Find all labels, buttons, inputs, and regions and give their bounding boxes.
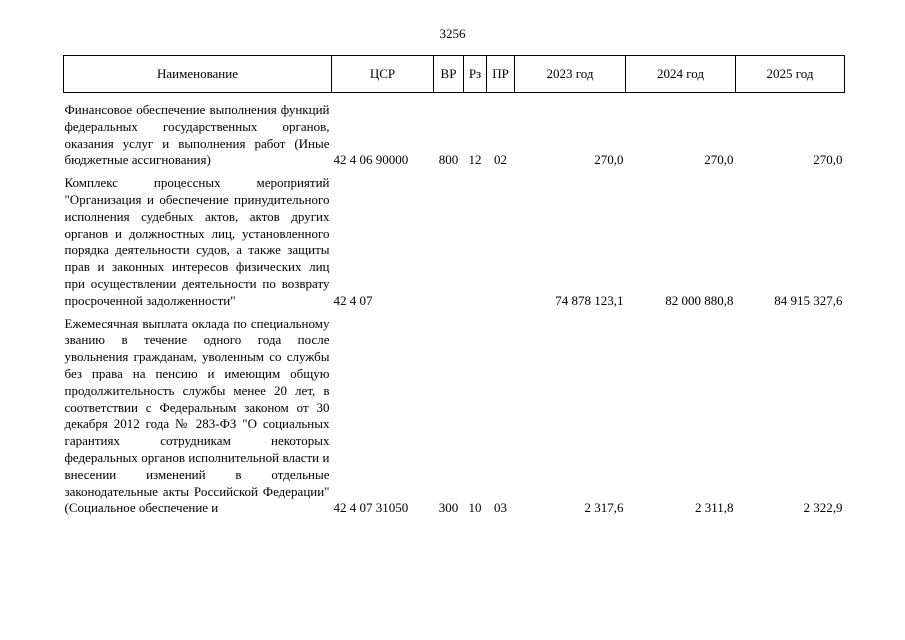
row-2025: 84 915 327,6: [774, 292, 843, 308]
row-pr: 02: [494, 152, 507, 168]
row-pr: [487, 169, 515, 309]
page-number: 3256: [439, 26, 466, 41]
table-row: [64, 93, 845, 170]
row-csr: 42 4 06 90000: [333, 152, 409, 168]
budget-table: [63, 55, 845, 517]
header-2025: 2025 год: [736, 56, 845, 93]
header-pr: ПР: [487, 56, 515, 93]
row-2023: 2 317,6: [584, 500, 624, 516]
row-name: Ежемесячная выплата оклада по специальному званию в течение одного года после увольнения гражданам, уволенным со службы без права на пенсию и имеющим общую продолжительность службы менее 20 лет, в соответствии с Федеральным законом от 30 декабря 2012 года № 283-ФЗ "О социальных гарантиях сотрудникам некоторых федеральных органов исполнительной власти и внесении изменений в отдельные законодательные акты Российской Федерации" (Социальное обеспечение и: [64, 315, 330, 516]
header-name: Наименование: [64, 56, 332, 93]
header-rz: Рз: [464, 56, 487, 93]
row-name: Финансовое обеспечение выполнения функций федеральных государственных органов, оказания услуг и выполнения работ (Иные бюджетные ассигнования): [64, 102, 330, 168]
row-2025: 270,0: [813, 152, 843, 168]
row-2024: 82 000 880,8: [665, 292, 734, 308]
header-2023: 2023 год: [515, 56, 626, 93]
row-rz: 10: [468, 500, 482, 516]
row-rz: [464, 169, 487, 309]
row-rz: 12: [468, 152, 482, 168]
row-vr: 800: [438, 152, 459, 168]
row-2023: 270,0: [594, 152, 624, 168]
row-2023: 74 878 123,1: [555, 292, 624, 308]
row-2024: 270,0: [704, 152, 734, 168]
row-pr: 03: [494, 500, 507, 516]
table-row: [64, 310, 845, 518]
table-row: [64, 169, 845, 309]
header-vr: ВР: [434, 56, 464, 93]
row-2025: 2 322,9: [803, 500, 843, 516]
header-2024: 2024 год: [626, 56, 736, 93]
header-csr: ЦСР: [332, 56, 434, 93]
row-vr: [434, 169, 464, 309]
table-header-row: [64, 56, 845, 93]
row-2024: 2 311,8: [694, 500, 734, 516]
row-vr: 300: [438, 500, 459, 516]
row-name: Комплекс процессных мероприятий "Организация и обеспечение принудительного исполнения судебных актов, актов других органов и должностных лиц, установленного порядка деятельности судов, а также защиты прав и законных интересов физических лиц при осуществлении деятельности по возврату просроченной задолженности": [64, 175, 330, 308]
row-csr: 42 4 07: [333, 292, 373, 308]
row-csr: 42 4 07 31050: [333, 500, 409, 516]
